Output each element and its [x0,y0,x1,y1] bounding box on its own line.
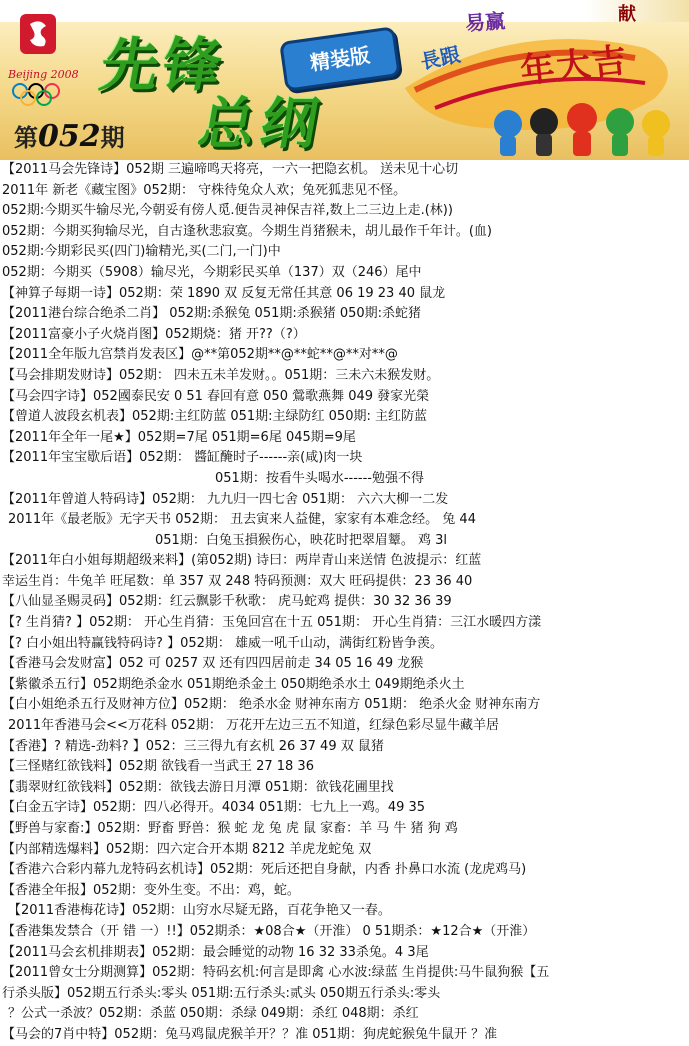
list-item: 【2011富豪小子火烧肖图】052期烧：猪 开??（?） [2,326,306,342]
list-item: 【2011年宝宝歇后语】052期： 醬缸醃时子------亲(咸)肉一块 [2,450,363,466]
issue-value: 052 [38,119,101,154]
top-strip [0,0,689,22]
olympic-emblem-icon [18,12,58,60]
banner-top-text: 易赢 [464,8,506,36]
list-item: 【翡翠财红欲钱料】052期：欲钱去游日月潭 051期：欲钱花圃里找 [2,779,394,795]
issue-prefix: 第 [14,123,38,152]
list-item: 【香港全年报】052期：变外生变。不出：鸡，蛇。 [2,882,300,898]
header-banner [0,0,689,160]
title-line-1: 先锋 [95,31,232,99]
list-item: 【曾道人波段玄机表】052期:主红防蓝 051期:主绿防红 050期: 主红防蓝 [2,409,427,425]
list-item: 2011年 新老《藏宝图》052期： 守株待兔众人欢；兔死狐悲见不怪。 [2,182,407,198]
list-item: 【2011全年版九宫禁肖发表区】@**第052期**@**蛇**@**对**@ [2,347,398,363]
list-item: 2011年香港马会<<万花科 052期： 万花开左边三五不知道，红绿色彩尽显牛藏羊居 [8,718,499,734]
list-item: 【2011香港梅花诗】052期：山穷水尽疑无路，百花争艳又一春。 [8,903,391,919]
list-item: 【2011年白小姐每期超级来料】(第052期) 诗曰：两岸青山来送情 色波提示：红蓝 [2,553,482,569]
list-item: 【2011港台综合绝杀二肖】 052期:杀猴兔 051期:杀猴猪 050期:杀蛇猪 [2,306,422,322]
list-item: 【2011年全年一尾★】052期=7尾 051期=6尾 045期=9尾 [2,429,356,445]
list-item: 052期:今期彩民买(四门)输精光,买(二门,一门)中 [2,244,281,260]
list-item: 【? 白小姐出特赢钱特码诗? 】052期： 雄威一吼千山动，满街红粉皆争羡。 [2,635,444,651]
list-item: 【内部精选爆料】052期：四六定合开本期 8212 羊虎龙蛇兔 双 [2,841,372,857]
list-item: 【香港马会发财富】052 可 0257 双 还有四四居前走 34 05 16 49 龙猴 [2,656,424,672]
list-item: 【白小姐绝杀五行及财神方位】052期： 绝杀水金 财神东南方 051期： 绝杀火金 财神东南方 [2,697,541,713]
issue-number [14,118,125,154]
list-item: 行杀头版】052期五行杀头:零头 051期:五行杀头:贰头 050期五行杀头:零头 [2,985,441,1001]
list-item: 052期:今期买牛输尽光,今朝妥有傍人觅.便告灵神保吉祥,数上二三边上走.(林)) [2,203,453,219]
list-item: 2011年《最老版》无字天书 052期： 丑去寅来人益健，家家有本难念经。 兔 44 [8,512,476,528]
list-item: ？公式一杀波？052期：杀蓝 050期：杀绿 049期：杀红 048期：杀红 [8,1006,419,1022]
list-item: 【野兽与家畜:】052期：野畜 野兽：猴 蛇 龙 兔 虎 鼠 家畜：羊 马 牛 猪 狗 鸡 [2,821,458,836]
list-item: 【八仙显圣赐灵码】052期：红云飘影千秋歌： 虎马蛇鸡 提供：30 32 36 39 [2,594,452,610]
list-item: 【香港六合彩内幕九龙特码玄机诗】052期：死后还把自身献，内香 扑鼻口水流 (龙虎鸡马) [2,862,527,878]
list-item: 【2011曾女士分期测算】052期：特码玄机:何言是即禽 心水波:绿蓝 生肖提供:马牛鼠狗猴【五 [2,965,550,981]
list-item: 【马会排期发财诗】052期： 四未五未羊发财。。051期：三未六未猴发财。 [2,367,440,383]
slogan-small: 長跟 [418,42,463,74]
list-item: 052期：今期买狗输尽光，自古逢秋悲寂寞。今期生肖猪猴未，胡儿最作千年计。(血) [2,223,492,239]
list-item: 【三怪赌红欲钱料】052期 欲钱看一当武王 27 18 36 [2,759,314,775]
list-item: 【白金五字诗】052期：四八必得开。4034 051期：七九上一鸡。49 35 [2,800,426,816]
list-item: 【香港】? 精选-劲料? 】052：三三得九有玄机 26 37 49 双 鼠猪 [2,738,384,754]
list-item: 【紫徽杀五行】052期绝杀金水 051期绝杀金土 050期绝杀水土 049期绝杀火土 [2,676,465,692]
olympic-rings-icon [10,82,70,106]
list-item: 【马会四字诗】052國泰民安 0 51 春回有意 050 鶯歌燕舞 049 發家光榮 [2,388,430,404]
slogan-big: 年大吉 [518,40,631,92]
title-line-2: 总纲 [193,91,330,157]
banner-corner-text: 献 [618,4,636,25]
beijing-2008-logo: Beijing 2008 [8,68,79,81]
list-item: 051期：按看牛头喝水------勉强不得 [215,470,424,486]
list-item: 【马会的7肖中特】052期：兔马鸡鼠虎猴羊开？？准 051期：狗虎蛇猴兔牛鼠开 ？准 [2,1026,498,1042]
list-item: 051期：白兔玉損猴伤心，映花时把翠眉颦。 鸡 3l [155,532,447,548]
forecast-list [0,160,689,1046]
list-item: 幸运生肖：牛兔羊 旺尾数：单 357 双 248 特码预测：双大 旺码提供：23 36 40 [2,573,473,589]
list-item: 【2011马会玄机排期表】052期：最会睡觉的动物 16 32 33杀兔。4 3尾 [2,944,429,960]
edition-badge: 精装版 [279,26,401,92]
issue-suffix: 期 [100,123,125,152]
list-item: 【神算子每期一诗】052期：荣 1890 双 反复无常任其意 06 19 23 40 鼠龙 [2,285,446,301]
list-item: 【2011马会先锋诗】052期 三遍啼鸣天将亮，一六一把隐玄机。 送未见十心切 [2,162,459,177]
mascots-icon [488,100,678,158]
list-item: 【2011年曾道人特码诗】052期： 九九归一四七舍 051期： 六六大柳一二发 [2,491,449,507]
list-item: 052期：今期买（5908）输尽光，今期彩民买单（137）双（246）尾中 [2,264,422,280]
list-item: 【? 生肖猜? 】052期： 开心生肖猜：玉兔回宫在十五 051期： 开心生肖猜：三江水暖四方漾 [2,615,542,631]
list-item: 【香港集发禁合（开 错 一）!!】052期杀：★08合★（开淮） 0 51期杀：★12合★（开淮） [2,923,536,939]
